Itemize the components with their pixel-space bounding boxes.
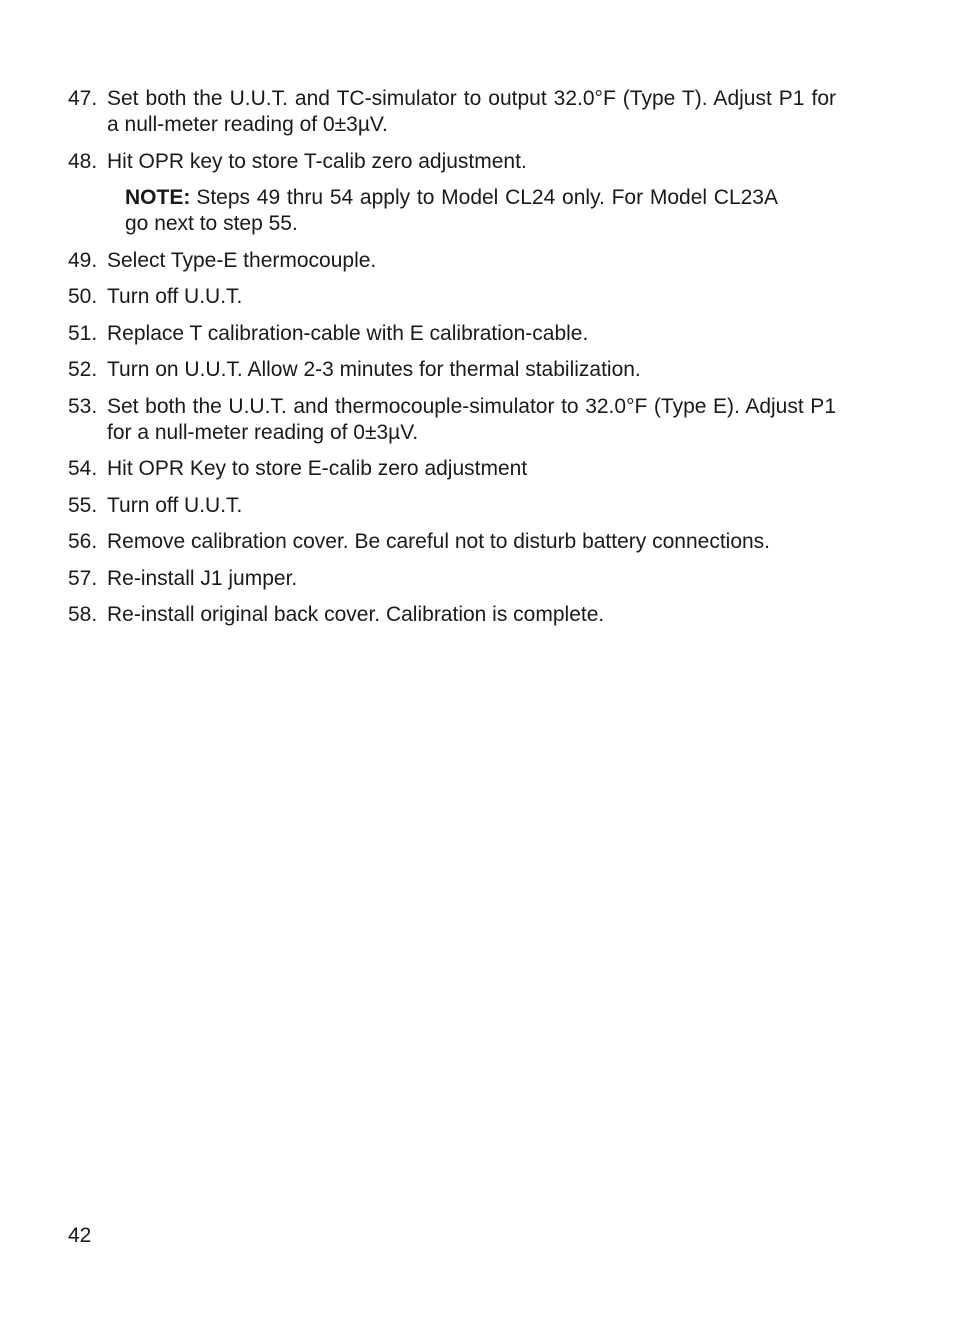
step-text: Turn on U.U.T. Allow 2-3 minutes for thermal stabilization. <box>107 358 641 381</box>
page-number: 42 <box>68 1224 92 1247</box>
note-text: Steps 49 thru 54 apply to Model CL24 only. For Model CL23A go next to step 55. <box>125 186 778 235</box>
step-number: 54. <box>68 457 98 480</box>
calibration-steps <box>68 86 836 639</box>
step-54 <box>68 456 836 482</box>
step-number: 47. <box>68 87 98 110</box>
step-53 <box>68 394 836 446</box>
step-57 <box>68 566 836 592</box>
step-58 <box>68 602 836 628</box>
step-number: 57. <box>68 566 98 590</box>
step-52 <box>68 357 836 383</box>
step-text: Re-install J1 jumper. <box>107 566 298 590</box>
step-number: 50. <box>68 285 98 308</box>
step-text: Hit OPR key to store T-calib zero adjustment. <box>107 149 527 173</box>
step-text: Set both the U.U.T. and TC-simulator to output 32.0°F (Type T). Adjust P1 for a null-meter reading of 0±3µV. <box>107 87 836 136</box>
step-number: 52. <box>68 358 98 381</box>
step-51 <box>68 321 836 347</box>
step-48 <box>68 149 836 175</box>
step-text: Set both the U.U.T. and thermocouple-simulator to 32.0°F (Type E). Adjust P1 for a null-meter reading of 0±3µV. <box>107 394 836 444</box>
step-text: Turn off U.U.T. <box>107 493 243 517</box>
step-number: 48. <box>68 149 98 173</box>
step-text: Hit OPR Key to store E-calib zero adjustment <box>107 457 528 480</box>
step-50 <box>68 284 836 310</box>
step-text: Turn off U.U.T. <box>107 285 243 308</box>
step-number: 56. <box>68 530 98 553</box>
step-49 <box>68 248 836 274</box>
step-number: 55. <box>68 493 98 517</box>
note-block <box>125 185 778 237</box>
step-number: 51. <box>68 321 98 345</box>
step-number: 53. <box>68 394 98 418</box>
step-number: 49. <box>68 248 98 272</box>
step-55 <box>68 493 836 519</box>
step-text: Remove calibration cover. Be careful not to disturb battery connections. <box>107 530 771 553</box>
step-number: 58. <box>68 603 98 626</box>
step-text: Re-install original back cover. Calibration is complete. <box>107 603 605 626</box>
step-47 <box>68 86 836 138</box>
step-text: Select Type-E thermocouple. <box>107 248 377 272</box>
note-label: NOTE: <box>125 186 191 209</box>
step-56 <box>68 529 836 555</box>
step-text: Replace T calibration-cable with E calibration-cable. <box>107 321 589 345</box>
